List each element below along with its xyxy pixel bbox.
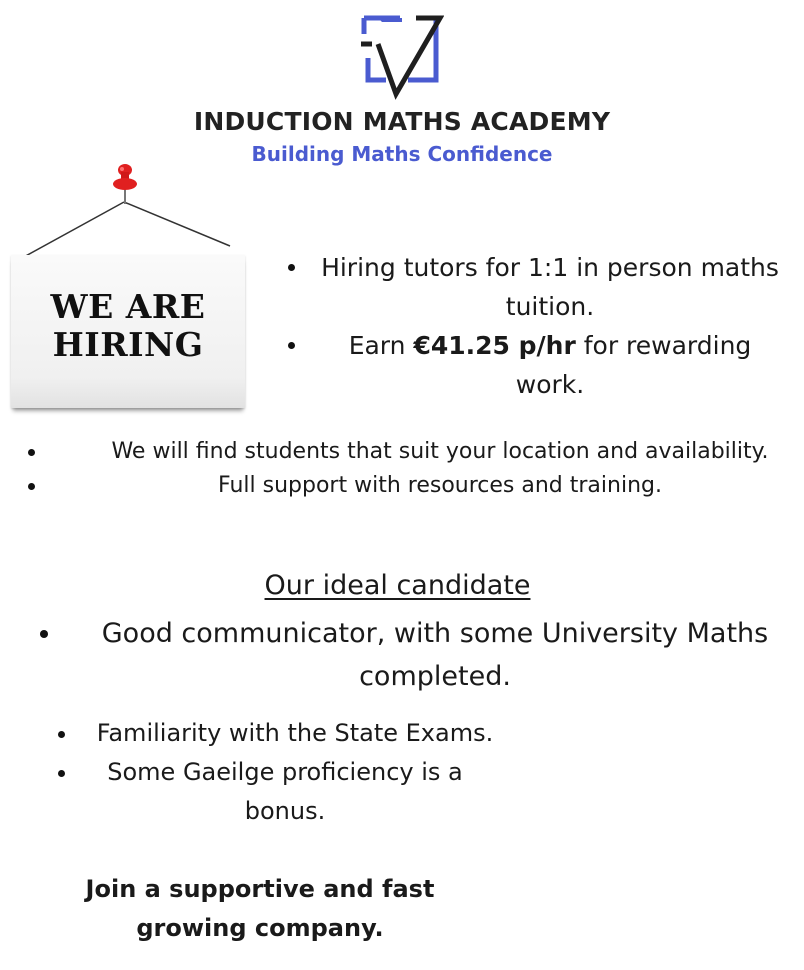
bullet-icon	[288, 342, 295, 349]
sign-text-line1: WE ARE	[50, 287, 206, 326]
list-item: Hiring tutors for 1:1 in person maths tuition.	[280, 248, 780, 326]
bullet-icon	[288, 264, 295, 271]
sign-board	[11, 255, 245, 408]
list-item: Full support with resources and training.	[20, 468, 800, 504]
support-list	[20, 434, 800, 504]
pay-rate: €41.25 p/hr	[413, 331, 576, 360]
academy-logo-icon	[360, 14, 444, 100]
academy-tagline: Building Maths Confidence	[251, 142, 553, 166]
closing-call-to-action: Join a supportive and fast growing company.	[85, 875, 435, 942]
list-item: Good communicator, with some University Maths completed.	[30, 612, 800, 698]
academy-title: INDUCTION MATHS ACADEMY	[193, 107, 611, 136]
hiring-sign	[8, 162, 258, 417]
bullet-icon	[58, 731, 65, 738]
intro-list	[280, 248, 780, 404]
bullet-icon	[28, 449, 35, 456]
list-item: Some Gaeilge proficiency is a bonus.	[50, 753, 500, 831]
ideal-list	[30, 612, 800, 698]
bullet-icon	[40, 630, 48, 638]
ideal-candidate-heading: Our ideal candidate	[264, 570, 531, 601]
list-item: Familiarity with the State Exams.	[50, 714, 500, 753]
list-item: Earn €41.25 p/hr for rewarding work.	[280, 326, 780, 404]
bullet-icon	[58, 770, 65, 777]
list-item: We will find students that suit your location and availability.	[20, 434, 800, 470]
bullet-icon	[28, 483, 35, 490]
ideal-list-extra	[50, 714, 500, 831]
sign-text-line2: HIRING	[52, 325, 204, 364]
push-pin-icon	[110, 162, 140, 208]
